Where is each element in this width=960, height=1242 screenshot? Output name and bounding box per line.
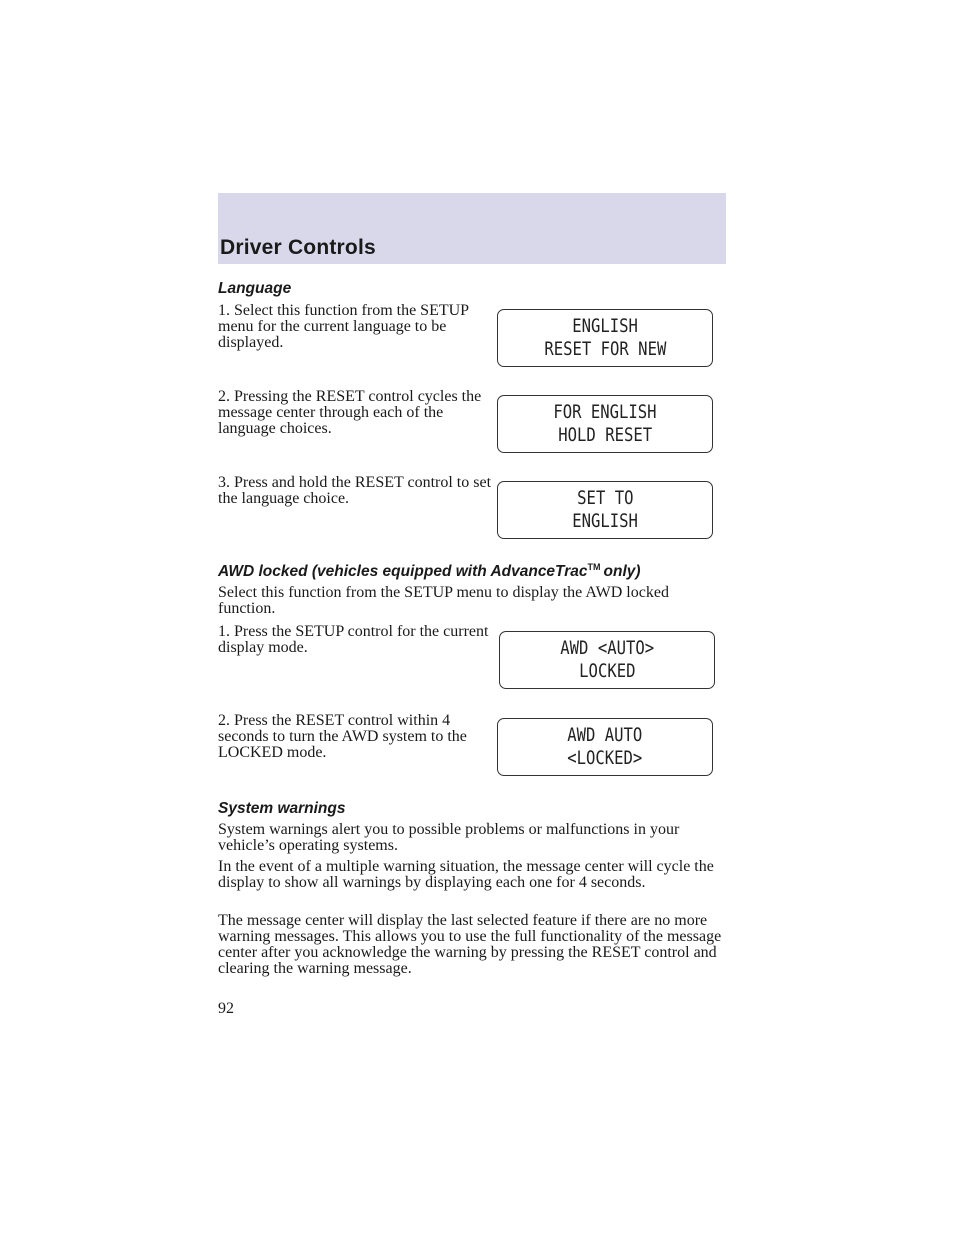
section-title: Driver Controls (220, 236, 376, 259)
lcd-line-2: HOLD RESET (558, 424, 652, 446)
awd-heading-text: AWD locked (vehicles equipped with AdvanceTrac (218, 563, 588, 581)
warnings-paragraph-1: System warnings alert you to possible problems or malfunctions in your vehicle’s operating systems. (218, 821, 680, 854)
language-step-1: 1. Select this function from the SETUP menu for the current language to be displayed. (218, 302, 469, 351)
lcd-line-2: <LOCKED> (567, 747, 643, 769)
lcd-line-1: SET TO (576, 487, 634, 509)
lcd-display-awd-auto (499, 631, 715, 689)
language-step-3: 3. Press and hold the RESET control to set the language choice. (218, 474, 492, 507)
warnings-heading: System warnings (218, 800, 346, 817)
lcd-display-english-reset (497, 309, 713, 367)
trademark-symbol: TM (587, 562, 601, 572)
awd-intro: Select this function from the SETUP menu to display the AWD locked function. (218, 584, 669, 617)
lcd-line-1: FOR ENGLISH (553, 401, 657, 423)
lcd-line-1: ENGLISH (572, 315, 638, 337)
lcd-line-1: AWD <AUTO> (560, 637, 654, 659)
awd-step-2: 2. Press the RESET control within 4 seconds to turn the AWD system to the LOCKED mode. (218, 712, 467, 761)
awd-heading (218, 562, 641, 581)
awd-step-1: 1. Press the SETUP control for the current display mode. (218, 623, 489, 656)
awd-heading-suffix: only) (603, 563, 641, 581)
lcd-display-for-english (497, 395, 713, 453)
warnings-paragraph-2: In the event of a multiple warning situation, the message center will cycle the display to show all warnings by displaying each one for 4 seconds. (218, 858, 714, 891)
lcd-line-2: RESET FOR NEW (544, 338, 666, 360)
lcd-line-1: AWD AUTO (567, 724, 643, 746)
language-step-2: 2. Pressing the RESET control cycles the message center through each of the language choices. (218, 388, 482, 437)
lcd-display-set-to-english (497, 481, 713, 539)
language-heading: Language (218, 280, 292, 297)
lcd-line-2: ENGLISH (572, 510, 638, 532)
lcd-line-2: LOCKED (578, 660, 636, 682)
page-number: 92 (218, 1000, 234, 1017)
lcd-display-awd-locked (497, 718, 713, 776)
warnings-paragraph-3: The message center will display the last selected feature if there are no more warning messages. This allows you to use the full functionality of the message center after you acknowledge the warning by pressing the RESET control and clearing the warning message. (218, 912, 722, 977)
